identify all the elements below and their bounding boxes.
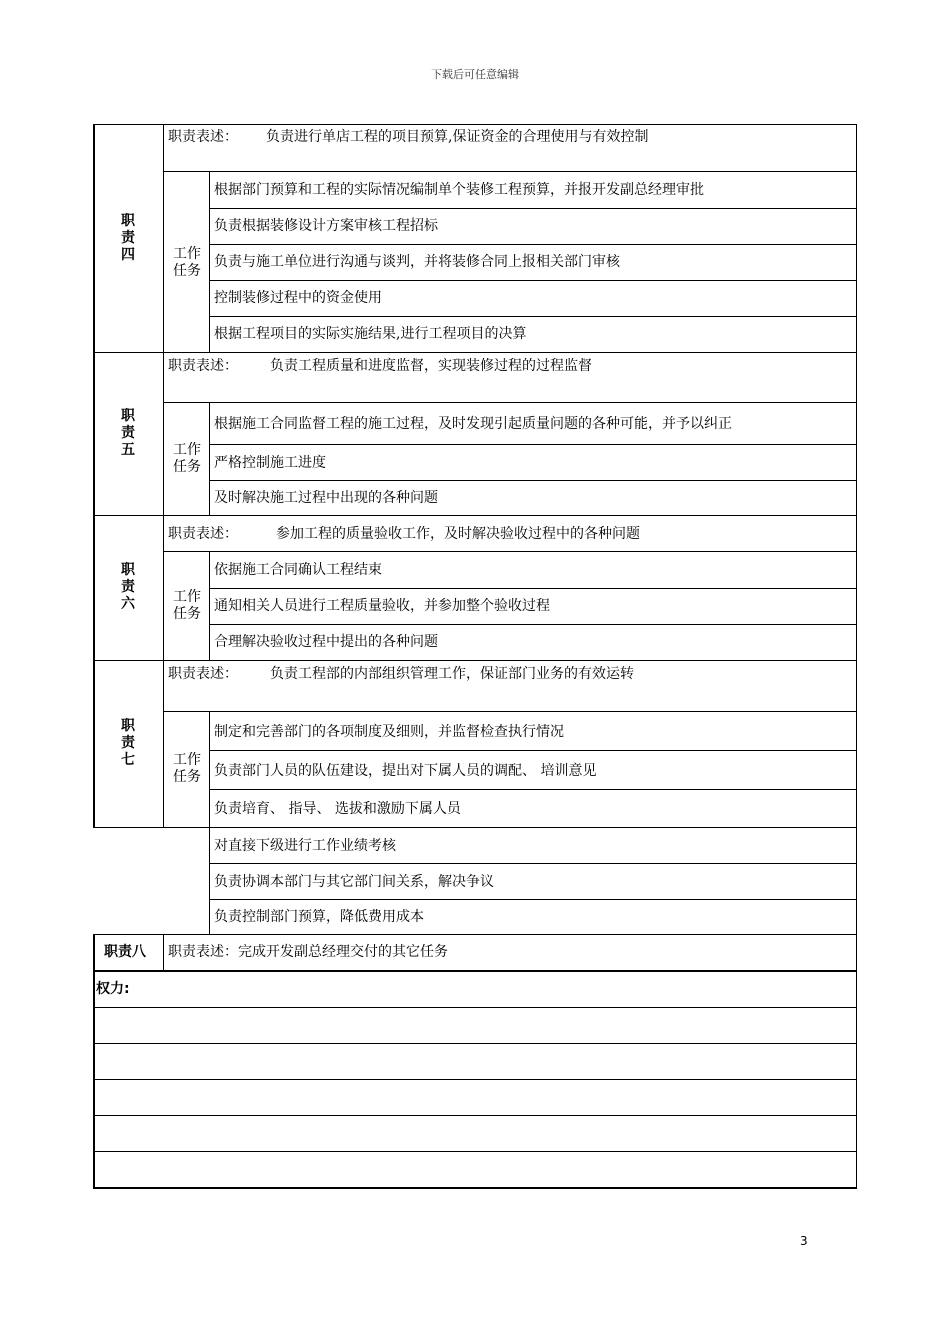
duty4-label: 职 责 四 (121, 213, 135, 263)
duty6-task-label: 工作 任务 (173, 589, 201, 622)
duty7-task: 对直接下级进行工作业绩考核 (214, 838, 396, 854)
duty7-label: 职 责 七 (121, 718, 135, 768)
duty5-task: 严格控制施工进度 (214, 455, 326, 471)
duty7-task: 制定和完善部门的各项制度及细则，并监督检查执行情况 (214, 724, 564, 740)
power-label: 权力: (96, 981, 130, 997)
duty4-task-label: 工作 任务 (173, 246, 201, 279)
duty5-label: 职 责 五 (121, 408, 135, 458)
duty6-task: 合理解决验收过程中提出的各种问题 (214, 634, 438, 650)
duty5-desc: 负责工程质量和进度监督，实现装修过程的过程监督 (270, 358, 592, 374)
duty8-label: 职责八 (104, 944, 146, 960)
duty4-task: 根据部门预算和工程的实际情况编制单个装修工程预算，并报开发副总经理审批 (214, 182, 704, 198)
page-header: 下载后可任意编辑 (431, 68, 519, 81)
duty7-task: 负责部门人员的队伍建设，提出对下属人员的调配、 培训意见 (214, 763, 597, 779)
duty5-task: 根据施工合同监督工程的施工过程，及时发现引起质量问题的各种可能，并予以纠正 (214, 416, 732, 432)
duty4-desc: 负责进行单店工程的项目预算,保证资金的合理使用与有效控制 (266, 129, 649, 145)
duty6-label: 职 责 六 (121, 562, 135, 612)
duty5-desc-label: 职责表述： (168, 358, 238, 374)
duty5-task: 及时解决施工过程中出现的各种问题 (214, 490, 438, 506)
duty7-desc-label: 职责表述： (168, 666, 238, 682)
duty7-task-label: 工作 任务 (173, 752, 201, 785)
duty4-desc-label: 职责表述： (168, 129, 238, 145)
duty7-task: 负责控制部门预算，降低费用成本 (214, 909, 424, 925)
duty6-task: 通知相关人员进行工程质量验收，并参加整个验收过程 (214, 598, 550, 614)
duty4-task: 负责与施工单位进行沟通与谈判，并将装修合同上报相关部门审核 (214, 254, 620, 270)
duty7-task: 负责协调本部门与其它部门间关系，解决争议 (214, 874, 494, 890)
duty8-desc: 职责表述：完成开发副总经理交付的其它任务 (168, 944, 448, 960)
duty4-task: 控制装修过程中的资金使用 (214, 290, 382, 306)
duty6-desc: 参加工程的质量验收工作，及时解决验收过程中的各种问题 (276, 526, 640, 542)
duty6-desc-label: 职责表述： (168, 526, 238, 542)
duty7-desc: 负责工程部的内部组织管理工作，保证部门业务的有效运转 (270, 666, 634, 682)
duty4-task: 负责根据装修设计方案审核工程招标 (214, 218, 438, 234)
duty7-task: 负责培育、 指导、 选拔和激励下属人员 (214, 801, 461, 817)
duty4-task: 根据工程项目的实际实施结果,进行工程项目的决算 (214, 326, 527, 342)
duty6-task: 依据施工合同确认工程结束 (214, 562, 382, 578)
duty5-task-label: 工作 任务 (173, 442, 201, 475)
page-number: 3 (800, 1234, 808, 1248)
